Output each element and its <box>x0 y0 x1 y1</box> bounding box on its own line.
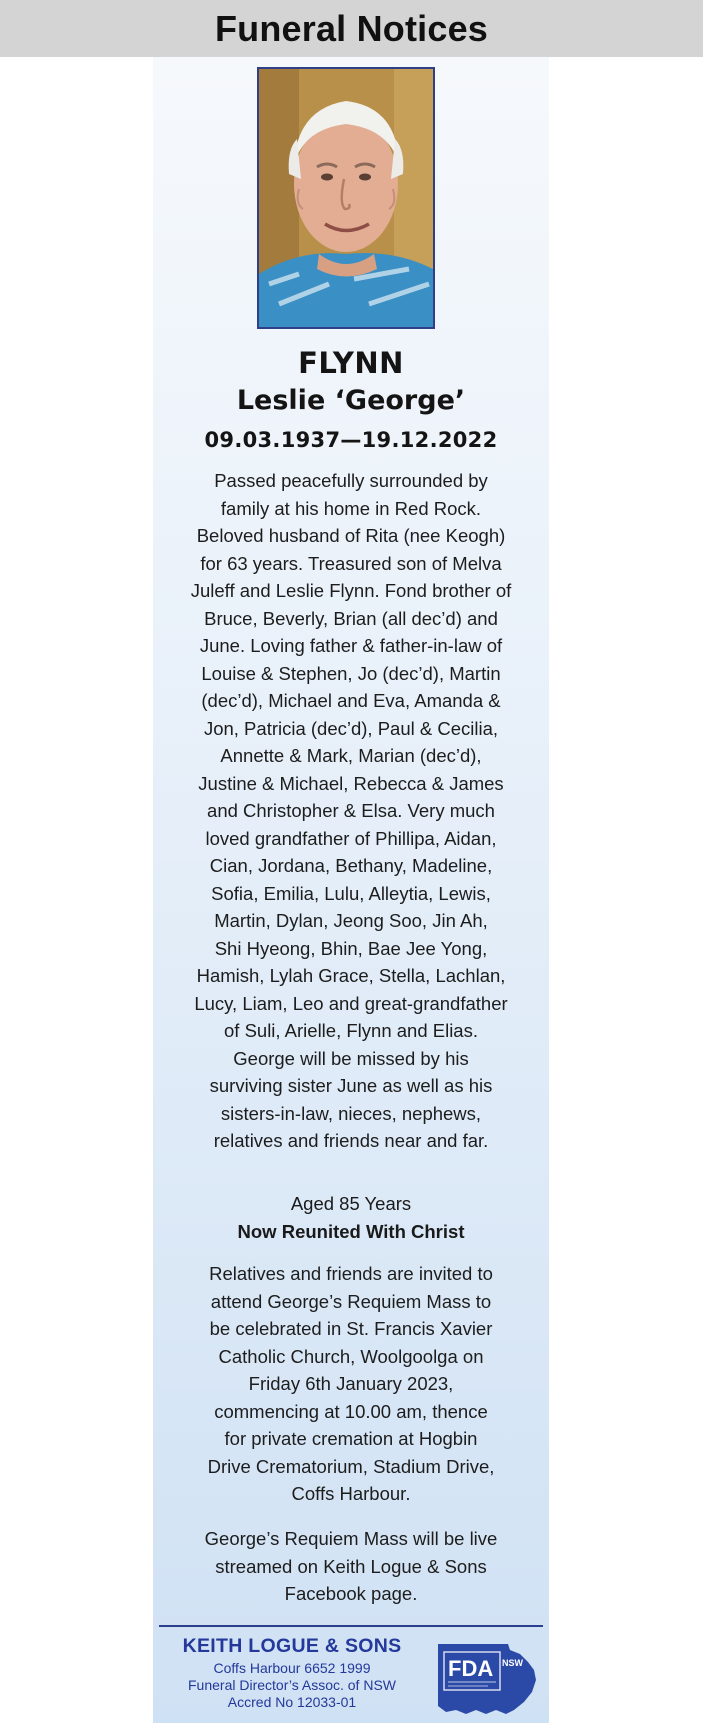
livestream-details <box>153 1525 549 1608</box>
body-line: Lucy, Liam, Leo and great-grandfather <box>194 992 508 1014</box>
service-line: be celebrated in St. Francis Xavier <box>209 1318 493 1339</box>
fda-logo-state: NSW <box>502 1658 523 1668</box>
body-line: surviving sister June as well as his <box>209 1075 493 1096</box>
funeral-director-assoc: Funeral Director’s Assoc. of NSW <box>188 1677 396 1693</box>
life-dates: 09.03.1937—19.12.2022 <box>204 428 498 452</box>
service-line: Catholic Church, Woolgoolga on <box>218 1345 484 1367</box>
body-line: Bruce, Beverly, Brian (all dec’d) and <box>204 607 498 629</box>
age-line: Aged 85 Years <box>290 1193 412 1214</box>
page-title: Funeral Notices <box>214 7 489 49</box>
service-line: for private cremation at Hogbin <box>224 1428 478 1449</box>
body-line: family at his home in Red Rock. <box>220 497 482 519</box>
body-line: June. Loving father & father-in-law of <box>199 635 503 656</box>
body-line: Hamish, Lylah Grace, Stella, Lachlan, <box>196 965 506 986</box>
funeral-director-accred: Accred No 12033-01 <box>227 1694 357 1710</box>
body-line: Beloved husband of Rita (nee Keogh) <box>196 525 506 546</box>
nsw-map-icon <box>436 1640 540 1716</box>
funeral-notice <box>153 57 549 1723</box>
service-line: Friday 6th January 2023, <box>248 1373 454 1394</box>
deceased-surname: FLYNN <box>298 346 404 380</box>
stream-line: Facebook page. <box>284 1583 418 1604</box>
body-line: Juleff and Leslie Flynn. Fond brother of <box>190 580 512 601</box>
deceased-given-name: Leslie ‘George’ <box>236 385 466 416</box>
page-header <box>0 0 703 57</box>
body-line: Annette & Mark, Marian (dec’d), <box>220 745 482 766</box>
footer-divider <box>159 1625 543 1627</box>
reunited-line: Now Reunited With Christ <box>237 1221 465 1242</box>
body-line: (dec’d), Michael and Eva, Amanda & <box>201 690 501 711</box>
fda-nsw-logo <box>436 1640 540 1716</box>
stream-line: George’s Requiem Mass will be live <box>204 1528 498 1549</box>
body-line: George will be missed by his <box>233 1047 469 1069</box>
portrait-illustration <box>259 69 433 327</box>
notice-body <box>153 467 549 1155</box>
body-line: Martin, Dylan, Jeong Soo, Jin Ah, <box>214 910 488 931</box>
body-line: Passed peacefully surrounded by <box>214 470 488 491</box>
service-line: Drive Crematorium, Stadium Drive, <box>207 1455 495 1477</box>
body-line: for 63 years. Treasured son of Melva <box>200 552 502 574</box>
body-line: Shi Hyeong, Bhin, Bae Jee Yong, <box>214 937 488 959</box>
body-line: relatives and friends near and far. <box>213 1130 489 1151</box>
funeral-director-phone: Coffs Harbour 6652 1999 <box>213 1660 371 1676</box>
funeral-director-name: KEITH LOGUE & SONS <box>182 1635 402 1657</box>
portrait-photo <box>257 67 435 329</box>
service-line: Relatives and friends are invited to <box>209 1263 493 1284</box>
body-line: Jon, Patricia (dec’d), Paul & Cecilia, <box>203 717 499 739</box>
body-line: loved grandfather of Phillipa, Aidan, <box>205 827 497 849</box>
service-line: Coffs Harbour. <box>291 1483 411 1504</box>
body-line: sisters-in-law, nieces, nephews, <box>220 1102 482 1124</box>
service-line: commencing at 10.00 am, thence <box>214 1400 488 1422</box>
body-line: and Christopher & Elsa. Very much <box>207 800 495 821</box>
stream-line: streamed on Keith Logue & Sons <box>215 1555 487 1577</box>
fda-logo-text: FDA <box>448 1656 494 1681</box>
service-line: attend George’s Requiem Mass to <box>210 1290 492 1312</box>
body-line: Sofia, Emilia, Lulu, Alleytia, Lewis, <box>211 882 491 904</box>
body-line: Louise & Stephen, Jo (dec’d), Martin <box>201 662 501 684</box>
body-line: Cian, Jordana, Bethany, Madeline, <box>209 855 493 876</box>
service-details <box>153 1260 549 1508</box>
body-line: of Suli, Arielle, Flynn and Elias. <box>224 1020 478 1041</box>
body-line: Justine & Michael, Rebecca & James <box>198 772 504 794</box>
